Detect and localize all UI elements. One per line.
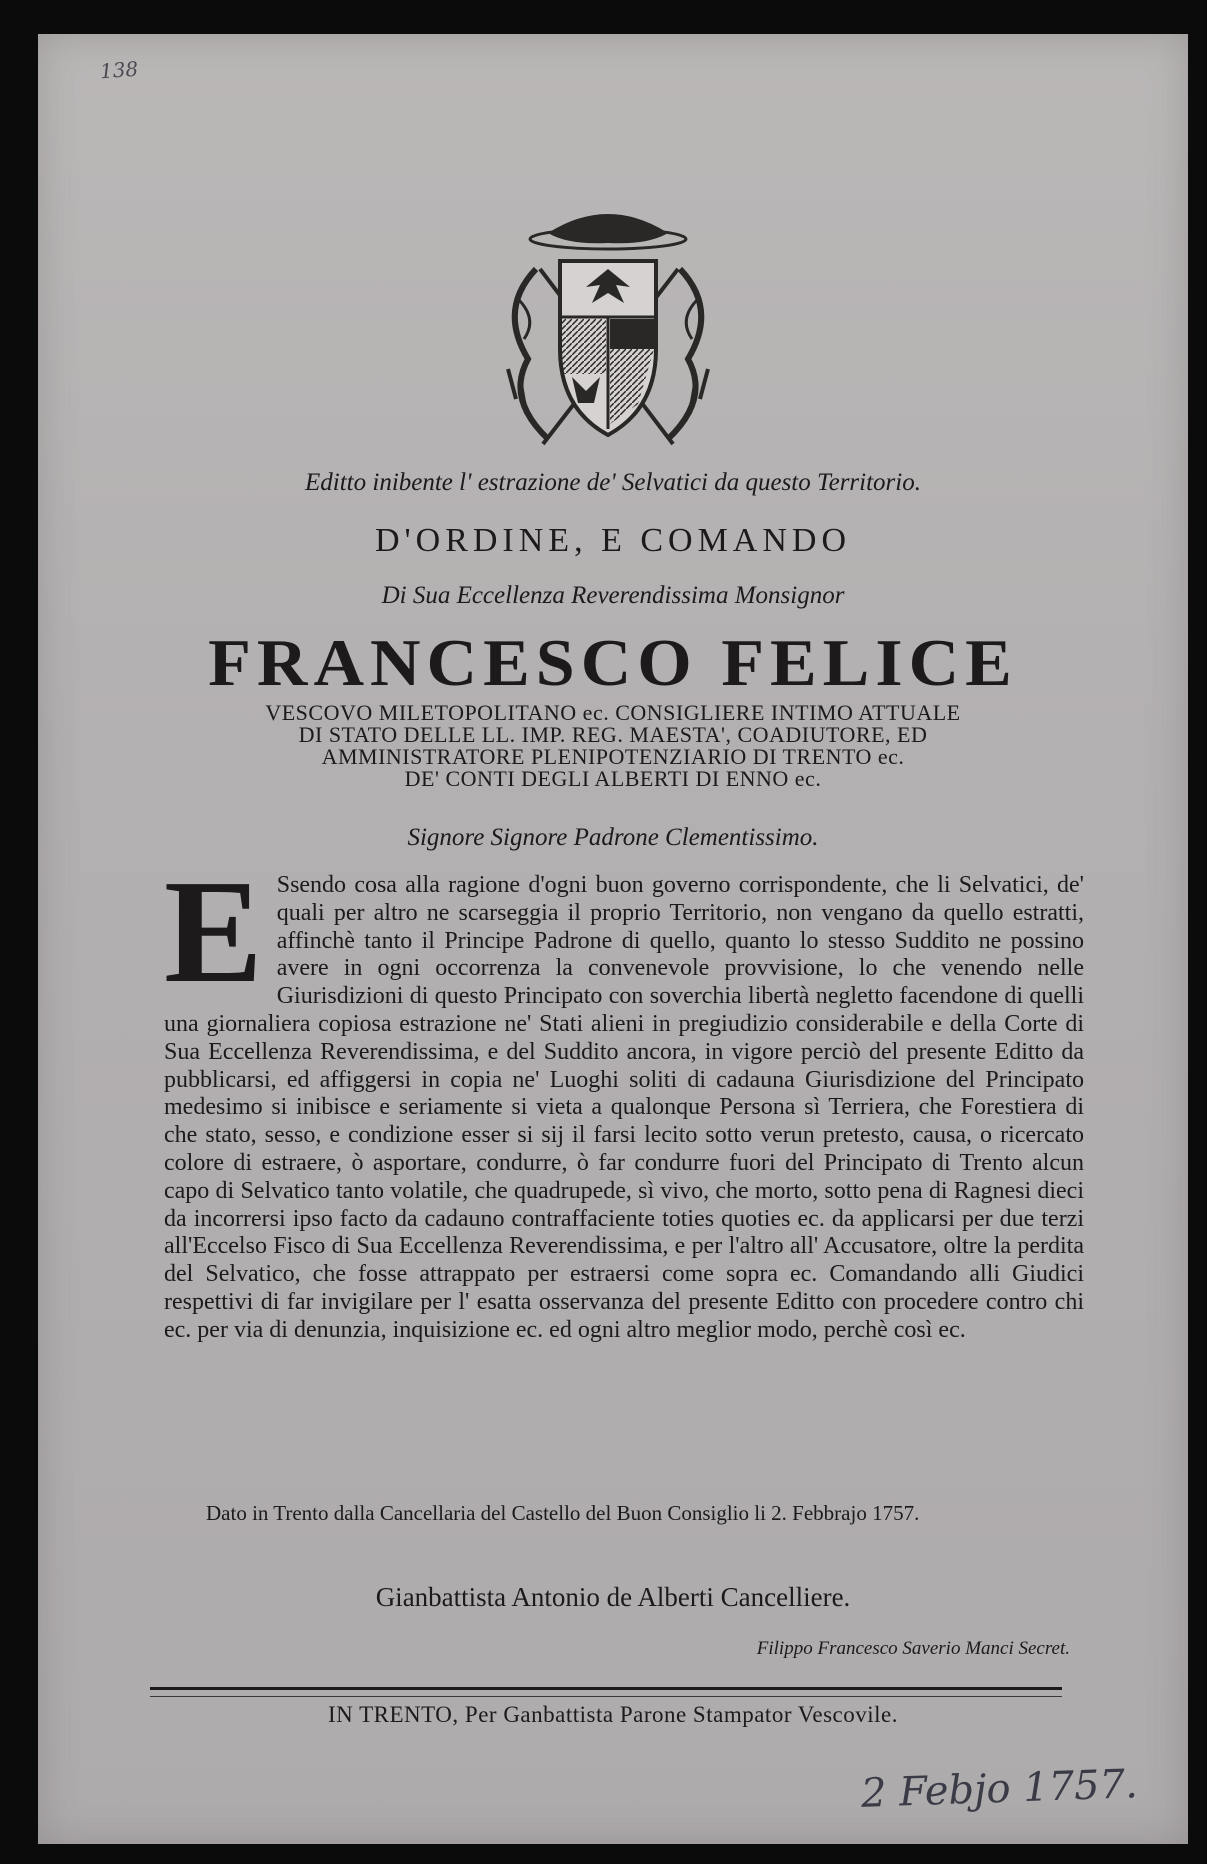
title-line: DI STATO DELLE LL. IMP. REG. MAESTA', COADIUTORE, ED bbox=[298, 722, 928, 747]
edict-body bbox=[164, 850, 1084, 1345]
bishop-name: FRANCESCO FELICE bbox=[208, 626, 1018, 701]
coat-of-arms bbox=[488, 199, 728, 464]
chancellor-signature: Gianbattista Antonio de Alberti Cancelliere. bbox=[375, 1582, 851, 1612]
secretary-signature: Filippo Francesco Saverio Manci Secret. bbox=[756, 1638, 1070, 1659]
divider-rule-thin bbox=[150, 1696, 1062, 1697]
excellency-line: Di Sua Eccellenza Reverendissima Monsignor bbox=[381, 582, 845, 609]
title-line: VESCOVO MILETOPOLITANO ec. CONSIGLIERE INTIMO ATTUALE bbox=[265, 700, 961, 725]
divider-rule bbox=[150, 1687, 1062, 1690]
bishop-titles bbox=[138, 702, 1088, 790]
handwritten-date: 2 Febjo 1757. bbox=[860, 1761, 1139, 1817]
title-line: DE' CONTI DEGLI ALBERTI DI ENNO ec. bbox=[404, 766, 822, 791]
body-text: Ssendo cosa alla ragione d'ogni buon governo corrispondente, che li Selvatici, de' quali per altro ne scarseggia il proprio Territorio, non vengano da quello estratti, affinchè tanto il Principe Padrone di quello, quanto lo stesso Suddito ne possino avere in ogni occorrenza la convenevole provvisione, lo che venendo nelle Giurisdizioni di questo Principato con soverchia libertà negletto facendone di quelli una giornaliera copiosa estrazione ne' Stati alieni in pregiudizio considerabile e della Corte di Sua Eccellenza Reverendissima, e del Suddito ancora, in vigore perciò del presente Editto da pubblicarsi, ed affiggersi in copia ne' Luoghi soliti di cadauna Giurisdizione del Principato medesimo si inibisce e seriamente si vieta a qualonque Persona sì Terriera, che Forestiera di che stato, sesso, e condizione esser si sij il farsi lecito sotto verun pretesto, causa, o ricercato colore di estraere, ò asportare, condurre, ò far condurre fuori del Principato di Trento alcun capo di Selvatico tanto volatile, che quadrupede, sì vivo, che morto, sotto pena di Ragnesi dieci da incorrersi ipso facto da cadauno contraffaciente toties quoties ec. da applicarsi per due terzi all'Eccelso Fisco di Sua Eccellenza Reverendissima, e per l'altro all' Accusatore, oltre la perdita del Selvatico, che fosse attrappato per estraersi come sopra ec. Comandando alli Giudici respettivi di far invigilare per l' esatta osservanza del presente Editto con procedere contro chi ec. per via di denunzia, inquisizione ec. ed ogni altro meglior modo, perchè così ec. bbox=[164, 872, 1084, 1343]
edict-sheet bbox=[38, 34, 1188, 1844]
edict-title: Editto inibente l' estrazione de' Selvatici da questo Territorio. bbox=[305, 469, 921, 496]
dato-line: Dato in Trento dalla Cancellaria del Castello del Buon Consiglio li 2. Febbrajo 1757. bbox=[206, 1501, 920, 1525]
printer-imprint: IN TRENTO, Per Ganbattista Parone Stampator Vescovile. bbox=[328, 1702, 898, 1727]
archive-number: 138 bbox=[99, 56, 139, 84]
ordine-heading: D'ORDINE, E COMANDO bbox=[374, 522, 852, 559]
drop-cap: E bbox=[164, 850, 263, 1014]
title-line: AMMINISTRATORE PLENIPOTENZIARIO DI TRENTO ec. bbox=[321, 744, 905, 769]
address-line: Signore Signore Padrone Clementissimo. bbox=[407, 824, 819, 851]
